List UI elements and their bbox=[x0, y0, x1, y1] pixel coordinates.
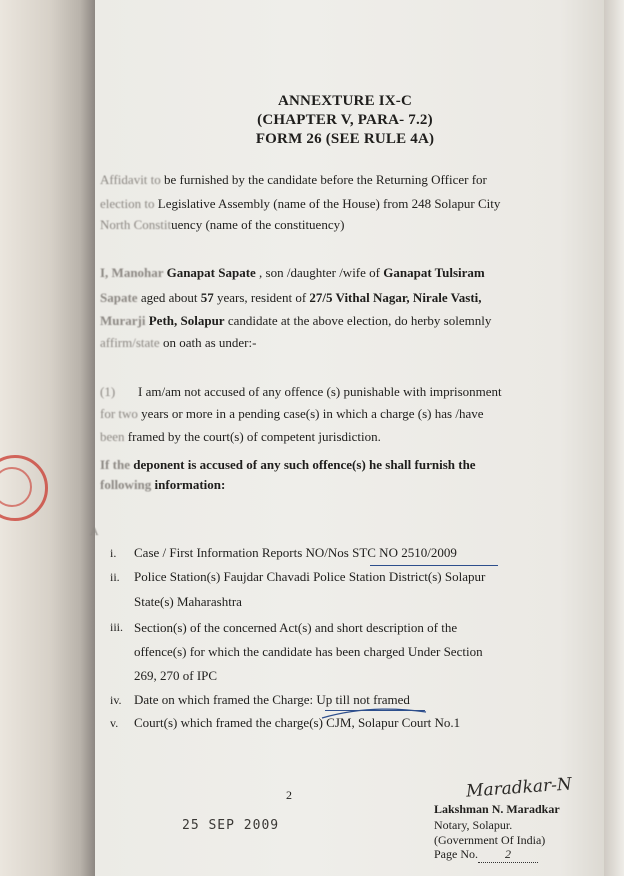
document-page bbox=[80, 0, 610, 876]
item-1-number: i. bbox=[110, 546, 117, 560]
intro-line-2: election to Legislative Assembly (name of the House) from 248 Solapur City bbox=[100, 196, 501, 211]
deponent-line-2: Sapate aged about 57 years, resident of 27/5 Vithal Nagar, Nirale Vasti, bbox=[100, 290, 482, 305]
item-4-number: iv. bbox=[110, 693, 122, 707]
item-3-line-2: offence(s) for which the candidate has been charged Under Section bbox=[134, 644, 483, 659]
pen-curve-mark bbox=[320, 706, 430, 720]
notary-page-no: Page No. 2 bbox=[434, 847, 538, 863]
notary-title: Notary, Solapur. bbox=[434, 818, 513, 832]
pen-underline-1 bbox=[370, 565, 498, 566]
item-3-line-3: 269, 270 of IPC bbox=[134, 668, 218, 683]
date-stamp: 25 SEP 2009 bbox=[182, 818, 280, 833]
item-2-number: ii. bbox=[110, 570, 120, 584]
clause-1-line-5: following information: bbox=[100, 477, 226, 492]
notary-name: Lakshman N. Maradkar bbox=[434, 802, 560, 816]
deponent-line-3: Murarji Peth, Solapur candidate at the above election, do herby solemnly bbox=[100, 313, 492, 328]
clause-1-line-2: for two years or more in a pending case(s) in which a charge (s) has /have bbox=[100, 406, 484, 421]
item-5-number: v. bbox=[110, 716, 119, 730]
item-3-line-1: Section(s) of the concerned Act(s) and short description of the bbox=[134, 620, 458, 635]
item-2-line-1: Police Station(s) Faujdar Chavadi Police Station District(s) Solapur bbox=[134, 569, 486, 584]
item-2-line-2: State(s) Maharashtra bbox=[134, 594, 242, 609]
heading-line-3: FORM 26 (SEE RULE 4A) bbox=[255, 131, 435, 147]
intro-line-3: North Constituency (name of the constituency) bbox=[100, 217, 345, 232]
clause-1-line-1: (1) I am/am not accused of any offence (s) punishable with imprisonment bbox=[100, 384, 502, 399]
heading-line-1: ANNEXTURE IX-C bbox=[277, 93, 413, 109]
notary-government: (Government Of India) bbox=[434, 833, 546, 847]
heading-line-2: (CHAPTER V, PARA- 7.2) bbox=[257, 112, 433, 128]
section-label: A bbox=[90, 524, 99, 538]
item-5-line-1: Court(s) which framed the charge(s) CJM, Solapur Court No.1 bbox=[134, 715, 461, 730]
clause-1-line-3: been framed by the court(s) of competent jurisdiction. bbox=[100, 429, 381, 444]
deponent-line-4: affirm/state on oath as under:- bbox=[100, 335, 257, 350]
item-3-number: iii. bbox=[110, 620, 124, 634]
page-number: 2 bbox=[286, 788, 292, 802]
intro-line-1: Affidavit to be furnished by the candidate before the Returning Officer for bbox=[100, 172, 487, 187]
item-4-line-1: Date on which framed the Charge: Up till not framed bbox=[134, 692, 410, 707]
clause-1-line-4: If the deponent is accused of any such offence(s) he shall furnish the bbox=[100, 457, 476, 472]
item-1-line-1: Case / First Information Reports NO/Nos STC NO 2510/2009 bbox=[134, 545, 457, 560]
notary-signature: Maradkar-N bbox=[465, 774, 573, 802]
deponent-line-1: I, Manohar Ganapat Sapate , son /daughter /wife of Ganapat Tulsiram bbox=[100, 265, 485, 280]
